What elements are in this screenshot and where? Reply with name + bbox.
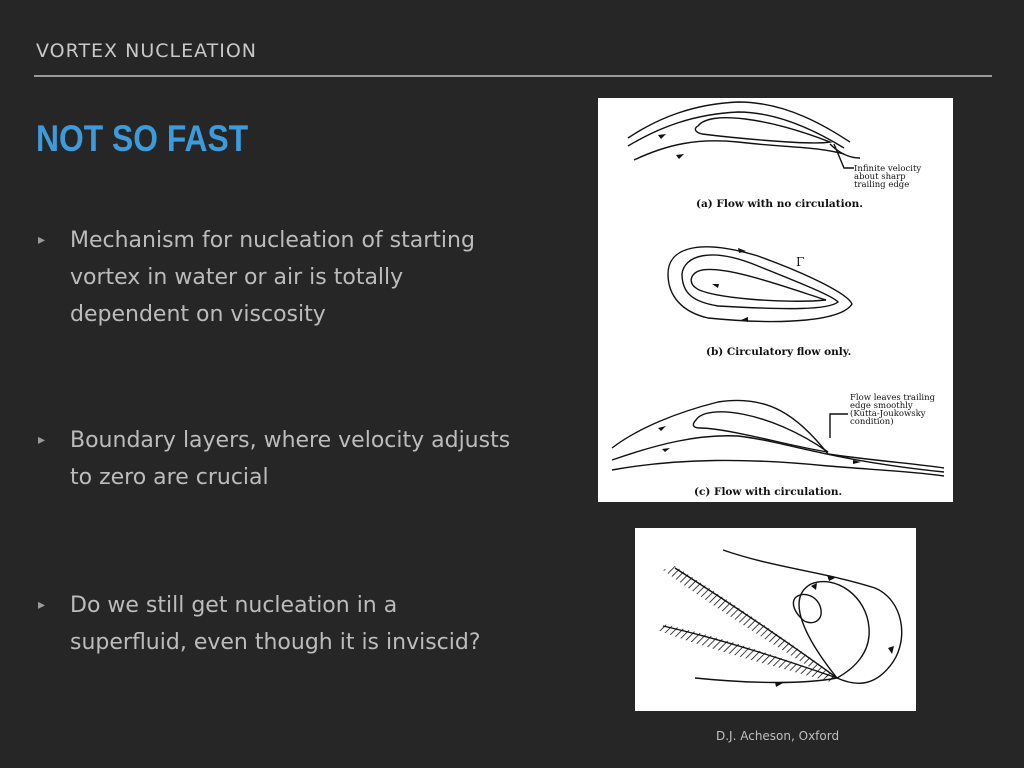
- starting-vortex-figure: [635, 528, 916, 711]
- bullet-arrow-icon: ▸: [38, 597, 46, 613]
- section-header: VORTEX NUCLEATION: [36, 40, 257, 62]
- arrow-icon: [658, 426, 666, 431]
- bullet-arrow-icon: ▸: [38, 232, 46, 248]
- arrow-icon: [658, 134, 666, 139]
- starting-vortex-diagram: [635, 528, 916, 711]
- streamline: [695, 678, 837, 683]
- image-credit: D.J. Acheson, Oxford: [716, 729, 840, 743]
- arrow-icon: [662, 448, 670, 452]
- vortex-loop: [793, 594, 821, 622]
- streamline: [634, 141, 844, 160]
- bullet-item-3: [38, 587, 518, 661]
- annotation-c-line4: condition): [850, 417, 894, 427]
- bullet-arrow-icon: ▸: [38, 432, 46, 448]
- annotation-a-line2: about sharp: [854, 172, 906, 182]
- arrow-icon: [676, 154, 684, 159]
- arrow-icon: [888, 646, 894, 654]
- bullet-text: Boundary layers, where velocity adjusts to zero are crucial: [70, 428, 511, 490]
- caption-c: (c) Flow with circulation.: [694, 486, 843, 498]
- arrow-icon: [712, 284, 719, 288]
- annotation-a-line1: Infinite velocity: [854, 164, 922, 174]
- annotation-c-line3: (Kutta-Joukowsky: [850, 409, 926, 419]
- annotation-c-line1: Flow leaves trailing: [850, 393, 936, 403]
- annotation-pointer: [830, 414, 848, 438]
- bullet-item-1: [38, 222, 518, 333]
- bullet-item-2: [38, 422, 518, 496]
- annotation-a-line3: trailing edge: [854, 180, 910, 190]
- caption-a: (a) Flow with no circulation.: [696, 198, 863, 210]
- airfoil-flow-diagram: [598, 98, 953, 502]
- airfoil-flow-figure: [598, 98, 953, 502]
- bullet-text: Mechanism for nucleation of starting vortex in water or air is totally dependent on viscosity: [70, 228, 475, 327]
- slide-title: NOT SO FAST: [36, 118, 249, 159]
- caption-b: (b) Circulatory flow only.: [706, 346, 852, 358]
- annotation-c-line2: edge smoothly: [850, 401, 913, 411]
- hatched-plate-lower: [657, 624, 835, 682]
- gamma-label: Γ: [796, 255, 805, 269]
- bullet-text: Do we still get nucleation in a superfluid, even though it is inviscid?: [70, 593, 481, 655]
- header-divider: [34, 75, 992, 77]
